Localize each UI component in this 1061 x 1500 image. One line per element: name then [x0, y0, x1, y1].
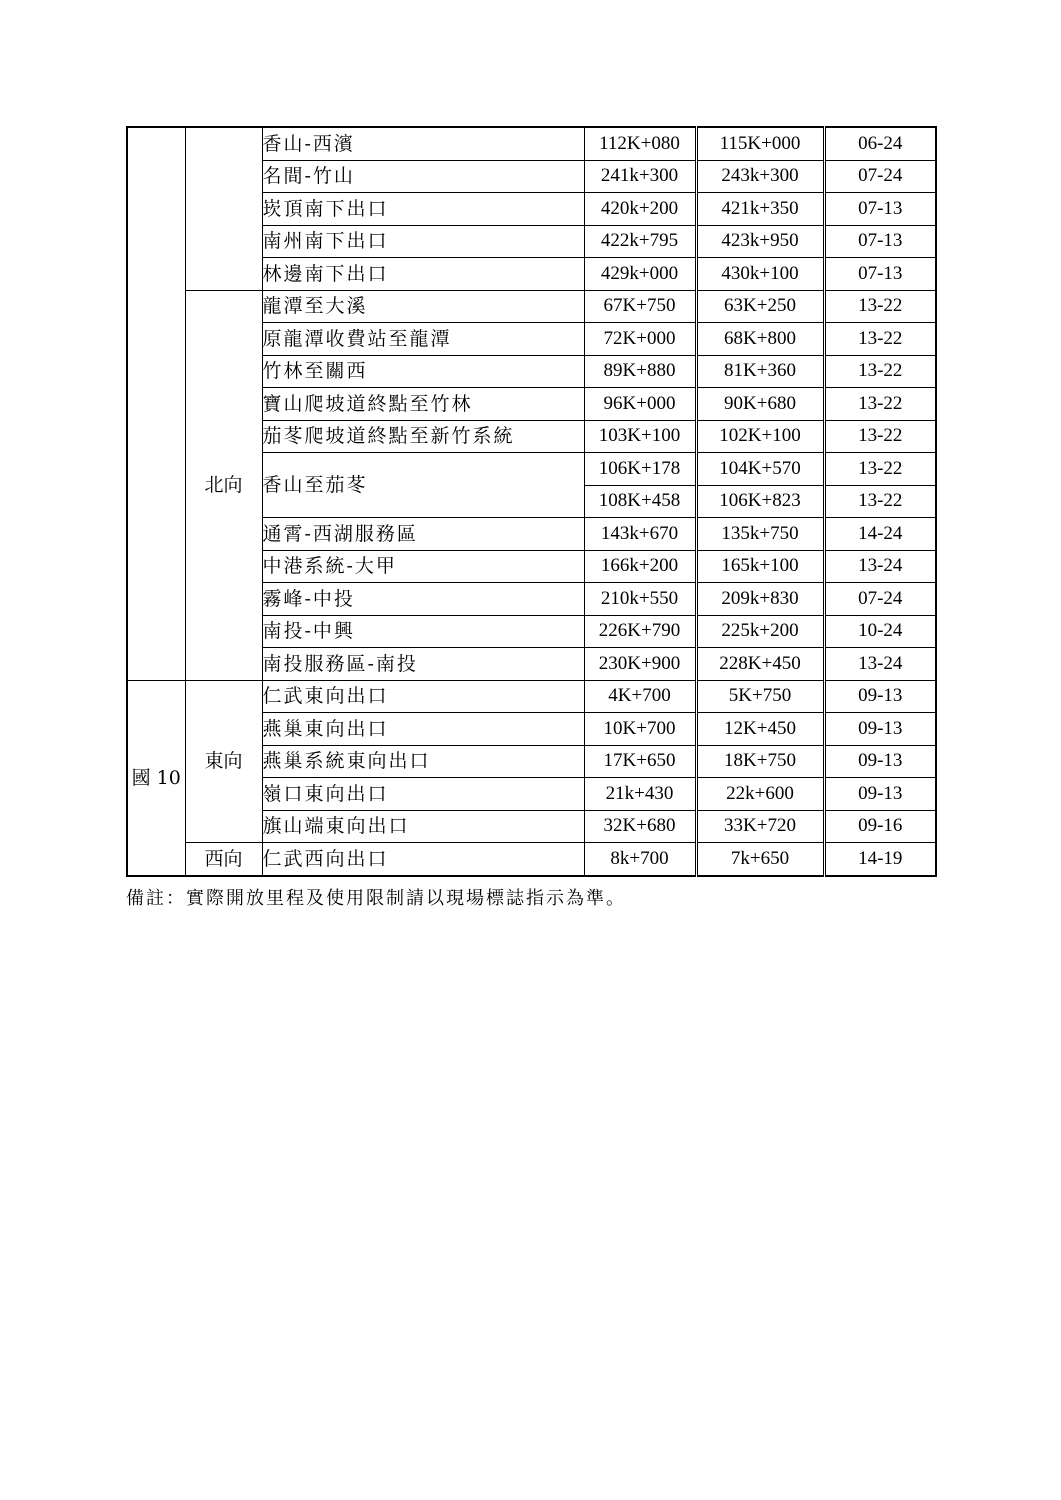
start-km-cell: 96K+000	[584, 388, 696, 421]
hours-cell: 07-24	[824, 160, 936, 193]
end-km-cell: 106K+823	[696, 485, 824, 518]
hours-cell: 07-24	[824, 583, 936, 616]
end-km-cell: 430k+100	[696, 258, 824, 291]
start-km-cell: 422k+795	[584, 225, 696, 258]
direction-cell	[185, 127, 262, 290]
end-km-cell: 18K+750	[696, 745, 824, 778]
hours-cell: 07-13	[824, 193, 936, 226]
hours-cell: 13-22	[824, 355, 936, 388]
hours-cell: 09-13	[824, 778, 936, 811]
end-km-cell: 421k+350	[696, 193, 824, 226]
start-km-cell: 21k+430	[584, 778, 696, 811]
section-cell: 燕巢東向出口	[262, 713, 584, 746]
start-km-cell: 143k+670	[584, 518, 696, 551]
end-km-cell: 243k+300	[696, 160, 824, 193]
section-cell: 林邊南下出口	[262, 258, 584, 291]
start-km-cell: 10K+700	[584, 713, 696, 746]
hours-cell: 13-22	[824, 485, 936, 518]
footnote: 備註：實際開放里程及使用限制請以現場標誌指示為準。	[126, 888, 626, 909]
hours-cell: 09-13	[824, 745, 936, 778]
section-cell: 嶺口東向出口	[262, 778, 584, 811]
section-cell: 寶山爬坡道終點至竹林	[262, 388, 584, 421]
section-cell: 中港系統-大甲	[262, 550, 584, 583]
road-cell	[127, 127, 185, 680]
start-km-cell: 4K+700	[584, 680, 696, 713]
section-cell: 南投服務區-南投	[262, 648, 584, 681]
start-km-cell: 103K+100	[584, 420, 696, 453]
section-cell: 霧峰-中投	[262, 583, 584, 616]
start-km-cell: 241k+300	[584, 160, 696, 193]
end-km-cell: 81K+360	[696, 355, 824, 388]
start-km-cell: 17K+650	[584, 745, 696, 778]
hours-cell: 06-24	[824, 127, 936, 160]
road-cell: 國 10	[127, 680, 185, 876]
section-cell: 竹林至關西	[262, 355, 584, 388]
section-cell: 名間-竹山	[262, 160, 584, 193]
direction-cell: 西向	[185, 843, 262, 876]
direction-cell: 北向	[185, 290, 262, 680]
start-km-cell: 210k+550	[584, 583, 696, 616]
end-km-cell: 115K+000	[696, 127, 824, 160]
table-row	[127, 680, 936, 713]
section-cell: 仁武西向出口	[262, 843, 584, 876]
start-km-cell: 420k+200	[584, 193, 696, 226]
hours-cell: 13-24	[824, 648, 936, 681]
start-km-cell: 429k+000	[584, 258, 696, 291]
section-cell: 通霄-西湖服務區	[262, 518, 584, 551]
end-km-cell: 22k+600	[696, 778, 824, 811]
end-km-cell: 423k+950	[696, 225, 824, 258]
hours-cell: 13-24	[824, 550, 936, 583]
hours-cell: 09-13	[824, 713, 936, 746]
hours-cell: 13-22	[824, 388, 936, 421]
end-km-cell: 5K+750	[696, 680, 824, 713]
table-body	[127, 127, 936, 876]
hours-cell: 07-13	[824, 225, 936, 258]
hours-cell: 14-19	[824, 843, 936, 876]
section-cell: 南投-中興	[262, 615, 584, 648]
start-km-cell: 89K+880	[584, 355, 696, 388]
end-km-cell: 12K+450	[696, 713, 824, 746]
section-cell: 香山-西濱	[262, 127, 584, 160]
end-km-cell: 228K+450	[696, 648, 824, 681]
section-cell: 原龍潭收費站至龍潭	[262, 323, 584, 356]
end-km-cell: 209k+830	[696, 583, 824, 616]
table-row	[127, 290, 936, 323]
table-row	[127, 127, 936, 160]
start-km-cell: 8k+700	[584, 843, 696, 876]
hours-cell: 09-16	[824, 810, 936, 843]
section-cell: 仁武東向出口	[262, 680, 584, 713]
section-cell: 燕巢系統東向出口	[262, 745, 584, 778]
start-km-cell: 166k+200	[584, 550, 696, 583]
end-km-cell: 7k+650	[696, 843, 824, 876]
hours-cell: 09-13	[824, 680, 936, 713]
hours-cell: 07-13	[824, 258, 936, 291]
direction-cell: 東向	[185, 680, 262, 843]
hours-cell: 13-22	[824, 290, 936, 323]
end-km-cell: 104K+570	[696, 453, 824, 486]
end-km-cell: 90K+680	[696, 388, 824, 421]
start-km-cell: 230K+900	[584, 648, 696, 681]
closure-schedule-table	[126, 126, 937, 877]
hours-cell: 14-24	[824, 518, 936, 551]
section-cell: 南州南下出口	[262, 225, 584, 258]
start-km-cell: 106K+178	[584, 453, 696, 486]
hours-cell: 10-24	[824, 615, 936, 648]
start-km-cell: 112K+080	[584, 127, 696, 160]
section-cell: 茄苳爬坡道終點至新竹系統	[262, 420, 584, 453]
end-km-cell: 68K+800	[696, 323, 824, 356]
start-km-cell: 72K+000	[584, 323, 696, 356]
end-km-cell: 63K+250	[696, 290, 824, 323]
section-cell: 旗山端東向出口	[262, 810, 584, 843]
start-km-cell: 108K+458	[584, 485, 696, 518]
end-km-cell: 102K+100	[696, 420, 824, 453]
hours-cell: 13-22	[824, 323, 936, 356]
section-cell: 龍潭至大溪	[262, 290, 584, 323]
hours-cell: 13-22	[824, 420, 936, 453]
end-km-cell: 165k+100	[696, 550, 824, 583]
hours-cell: 13-22	[824, 453, 936, 486]
section-cell: 香山至茄苳	[262, 453, 584, 518]
end-km-cell: 225k+200	[696, 615, 824, 648]
start-km-cell: 67K+750	[584, 290, 696, 323]
end-km-cell: 135k+750	[696, 518, 824, 551]
section-cell: 崁頂南下出口	[262, 193, 584, 226]
start-km-cell: 226K+790	[584, 615, 696, 648]
start-km-cell: 32K+680	[584, 810, 696, 843]
table-row	[127, 843, 936, 876]
end-km-cell: 33K+720	[696, 810, 824, 843]
